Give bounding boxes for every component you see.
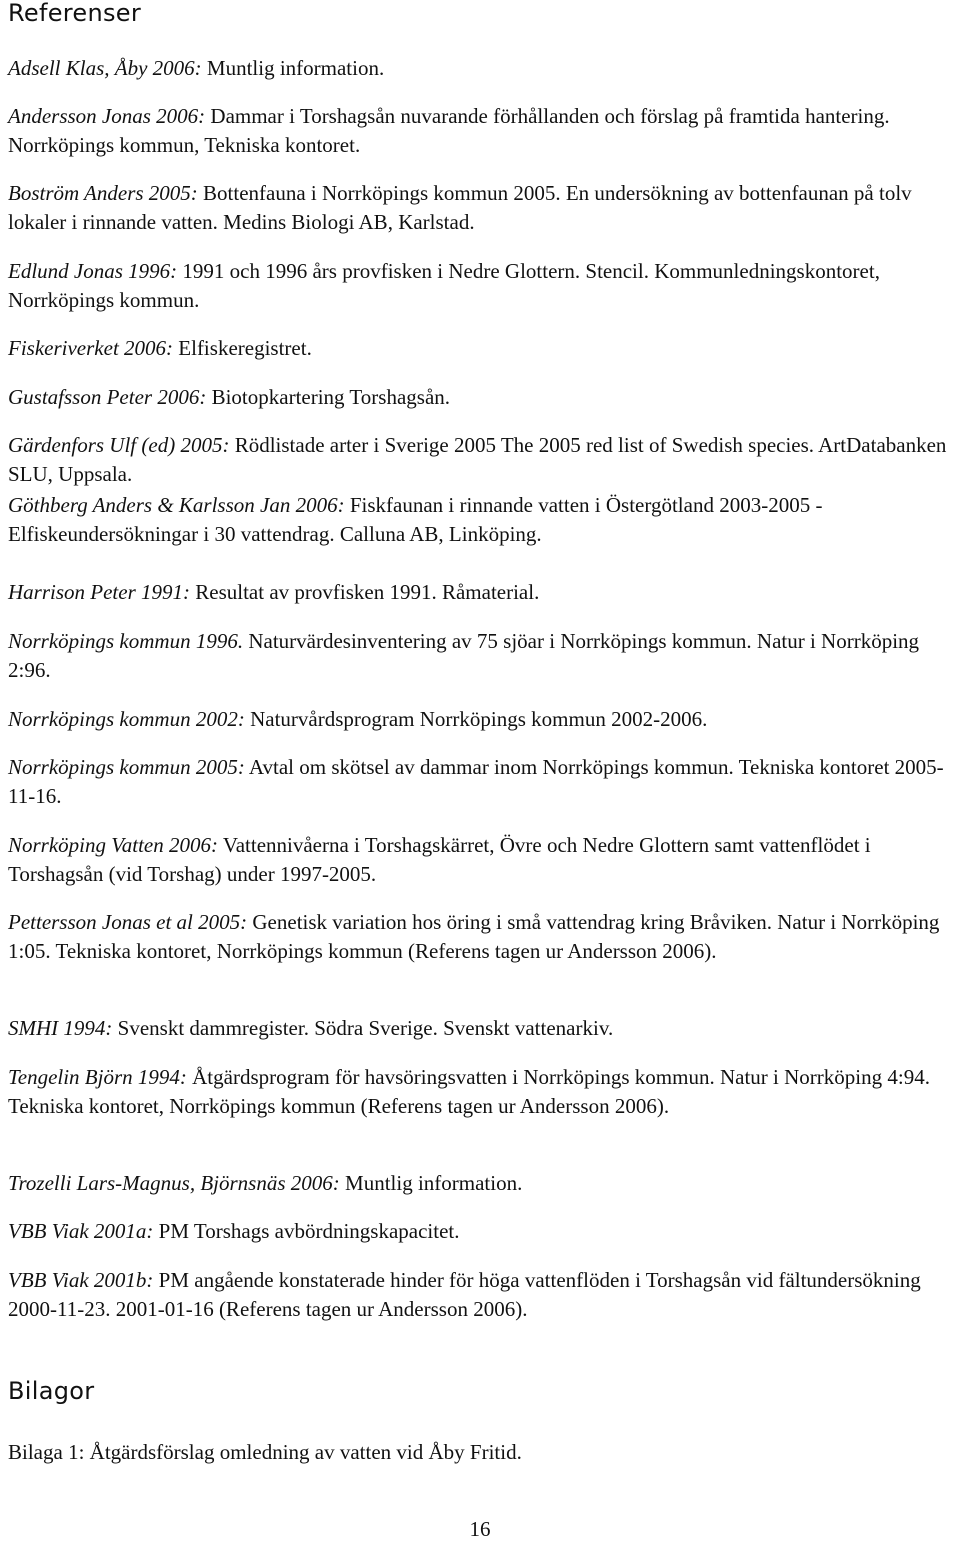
reference-entry (8, 705, 953, 734)
reference-entry (8, 1169, 953, 1198)
reference-text: Elfiskeregistret. (173, 336, 312, 360)
reference-text: Dammar i Torshagsån nuvarande förhållanden och förslag på framtida hantering. Norrköpings kommun, Tekniska kontoret. (8, 104, 890, 157)
page-number: 16 (469, 1517, 491, 1541)
reference-author: Edlund Jonas 1996: (8, 259, 178, 283)
reference-entry (8, 831, 953, 889)
reference-text: Muntlig information. (339, 1171, 523, 1195)
reference-entry (8, 431, 953, 489)
reference-text: Naturvärdesinventering av 75 sjöar i Norrköpings kommun. Natur i Norrköping 2:96. (8, 629, 920, 682)
reference-entry (8, 1217, 953, 1246)
reference-text: Genetisk variation hos öring i små vattendrag kring Bråviken. Natur i Norrköping 1:05. Tekniska kontoret, Norrköpings kommun (Referens tagen ur Andersson 2006). (8, 910, 940, 963)
reference-author: Fiskeriverket 2006: (8, 336, 174, 360)
reference-text: Resultat av provfisken 1991. Råmaterial. (190, 580, 540, 604)
bilagor-heading: Bilagor (8, 1377, 95, 1405)
reference-author: Norrköpings kommun 2005: (8, 755, 245, 779)
reference-author: Adsell Klas, Åby 2006: (8, 56, 202, 80)
reference-entry (8, 491, 953, 549)
reference-author: SMHI 1994: (8, 1016, 113, 1040)
reference-entry (8, 54, 953, 83)
reference-entry (8, 334, 953, 363)
reference-author: Andersson Jonas 2006: (8, 104, 206, 128)
reference-entry (8, 753, 953, 811)
reference-author: Gärdenfors Ulf (ed) 2005: (8, 433, 230, 457)
reference-text: Rödlistade arter i Sverige 2005 The 2005 red list of Swedish species. ArtDatabanken SLU, Uppsala. (8, 433, 947, 486)
reference-text: Fiskfaunan i rinnande vatten i Östergötland 2003-2005 - Elfiskeundersökningar i 30 vattendrag. Calluna AB, Linköping. (8, 493, 823, 546)
reference-entry (8, 383, 953, 412)
reference-author: Harrison Peter 1991: (8, 580, 190, 604)
reference-entry (8, 1063, 953, 1121)
reference-text: Muntlig information. (201, 56, 385, 80)
reference-author: Gustafsson Peter 2006: (8, 385, 207, 409)
reference-text: Åtgärdsprogram för havsöringsvatten i Norrköpings kommun. Natur i Norrköping 4:94. Tekniska kontoret, Norrköpings kommun (Referens tagen ur Andersson 2006). (8, 1065, 930, 1118)
reference-author: Norrköping Vatten 2006: (8, 833, 218, 857)
reference-text: Naturvårdsprogram Norrköpings kommun 2002-2006. (244, 707, 708, 731)
reference-text: Vattennivåerna i Torshagskärret, Övre och Nedre Glottern samt vattenflödet i Torshagsån (vid Torshag) under 1997-2005. (8, 833, 871, 886)
bilaga-entry: Bilaga 1: Åtgärdsförslag omledning av vatten vid Åby Fritid. (8, 1440, 522, 1464)
reference-text: Biotopkartering Torshagsån. (206, 385, 451, 409)
reference-entry (8, 1014, 953, 1043)
reference-text: Avtal om skötsel av dammar inom Norrköpings kommun. Tekniska kontoret 2005-11-16. (8, 755, 944, 808)
reference-author: VBB Viak 2001a: (8, 1219, 154, 1243)
reference-entry (8, 578, 953, 607)
reference-author: Boström Anders 2005: (8, 181, 198, 205)
referenser-heading: Referenser (8, 0, 142, 27)
reference-entry (8, 627, 953, 685)
reference-text: Svenskt dammregister. Södra Sverige. Svenskt vattenarkiv. (112, 1016, 614, 1040)
reference-author: Tengelin Björn 1994: (8, 1065, 187, 1089)
reference-author: Göthberg Anders & Karlsson Jan 2006: (8, 493, 345, 517)
reference-author: Trozelli Lars-Magnus, Björnsnäs 2006: (8, 1171, 340, 1195)
reference-entry (8, 1266, 953, 1324)
reference-author: VBB Viak 2001b: (8, 1268, 154, 1292)
reference-text: PM Torshags avbördningskapacitet. (153, 1219, 460, 1243)
reference-entry (8, 257, 953, 315)
reference-author: Norrköpings kommun 2002: (8, 707, 245, 731)
reference-author: Pettersson Jonas et al 2005: (8, 910, 248, 934)
reference-entry (8, 102, 953, 160)
reference-entry (8, 908, 953, 966)
reference-text: Bottenfauna i Norrköpings kommun 2005. En undersökning av bottenfaunan på tolv lokaler i rinnande vatten. Medins Biologi AB, Karlstad. (8, 181, 912, 234)
reference-author: Norrköpings kommun 1996. (8, 629, 244, 653)
reference-text: 1991 och 1996 års provfisken i Nedre Glottern. Stencil. Kommunledningskontoret, Norrköpings kommun. (8, 259, 880, 312)
reference-text: PM angående konstaterade hinder för höga vattenflöden i Torshagsån vid fältundersökning 2000-11-23. 2001-01-16 (Referens tagen ur Andersson 2006). (8, 1268, 921, 1321)
reference-entry (8, 179, 953, 237)
